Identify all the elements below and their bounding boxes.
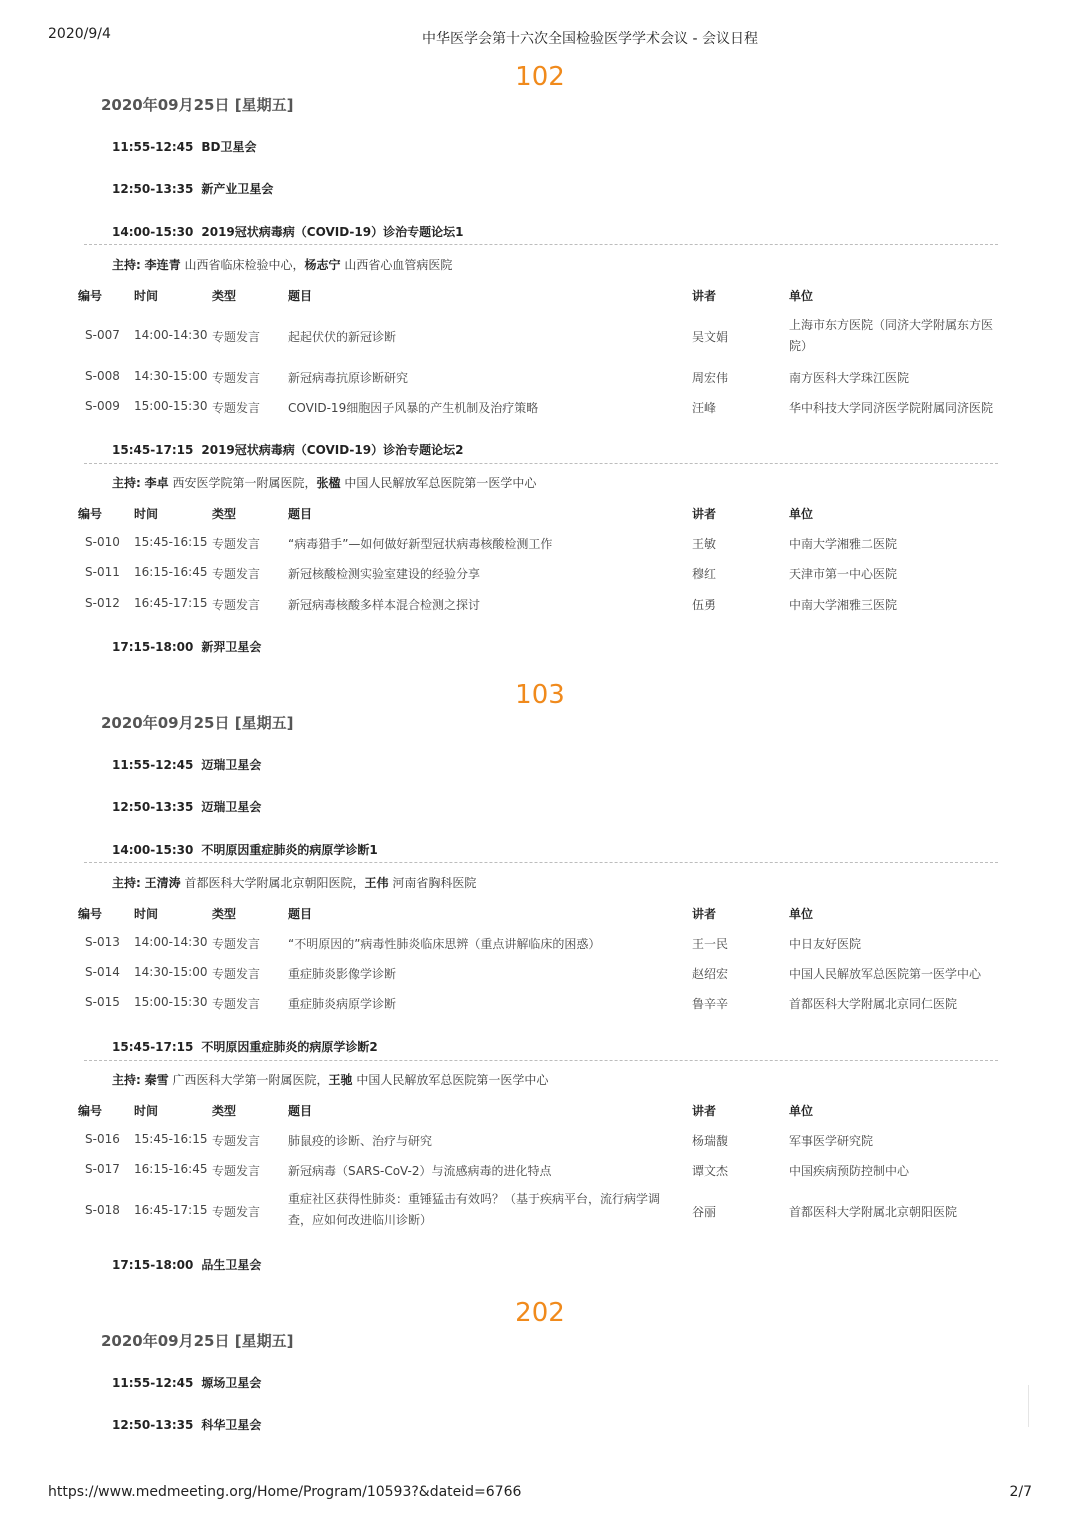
- chair-line: 主持: 秦雪 广西医科大学第一附属医院，王驰 中国人民解放军总医院第一医学中心: [112, 1073, 549, 1087]
- page-number: 2/7: [1009, 1484, 1032, 1500]
- room-date: 2020年09月25日 [星期五]: [101, 714, 294, 732]
- session-title: 15:45-17:15 不明原因重症肺炎的病原学诊断2: [112, 1040, 378, 1054]
- session-title: 17:15-18:00 品生卫星会: [112, 1258, 262, 1272]
- chair-line: 主持: 李卓 西安医学院第一附属医院，张楹 中国人民解放军总医院第一医学中心: [112, 476, 537, 490]
- session-title: 12:50-13:35 迈瑞卫星会: [112, 800, 262, 814]
- session-title: 11:55-12:45 迈瑞卫星会: [112, 758, 262, 772]
- divider: [84, 862, 998, 863]
- session-title: 12:50-13:35 科华卫星会: [112, 1418, 262, 1432]
- chair-line: 主持: 李连青 山西省临床检验中心，杨志宁 山西省心血管病医院: [112, 258, 453, 272]
- room-date: 2020年09月25日 [星期五]: [101, 96, 294, 114]
- print-title: 中华医学会第十六次全国检验医学学术会议 - 会议日程: [422, 31, 758, 47]
- session-title: 11:55-12:45 塬场卫星会: [112, 1376, 262, 1390]
- room-number: 202: [515, 1298, 565, 1328]
- room-date: 2020年09月25日 [星期五]: [101, 1332, 294, 1350]
- divider: [84, 244, 998, 245]
- chair-line: 主持: 王清涛 首都医科大学附属北京朝阳医院，王伟 河南省胸科医院: [112, 876, 477, 890]
- session-title: 14:00-15:30 2019冠状病毒病（COVID-19）诊治专题论坛1: [112, 225, 464, 239]
- session-title: 11:55-12:45 BD卫星会: [112, 140, 257, 154]
- session-title: 14:00-15:30 不明原因重症肺炎的病原学诊断1: [112, 843, 378, 857]
- footer-url[interactable]: https://www.medmeeting.org/Home/Program/10593?&dateid=6766: [48, 1484, 522, 1500]
- divider: [84, 1060, 998, 1061]
- divider: [1028, 1385, 1029, 1427]
- session-title: 12:50-13:35 新产业卫星会: [112, 182, 274, 196]
- room-number: 102: [515, 62, 565, 92]
- session-title: 15:45-17:15 2019冠状病毒病（COVID-19）诊治专题论坛2: [112, 443, 464, 457]
- session-title: 17:15-18:00 新羿卫星会: [112, 640, 262, 654]
- divider: [84, 463, 998, 464]
- print-date: 2020/9/4: [48, 26, 111, 42]
- room-number: 103: [515, 680, 565, 710]
